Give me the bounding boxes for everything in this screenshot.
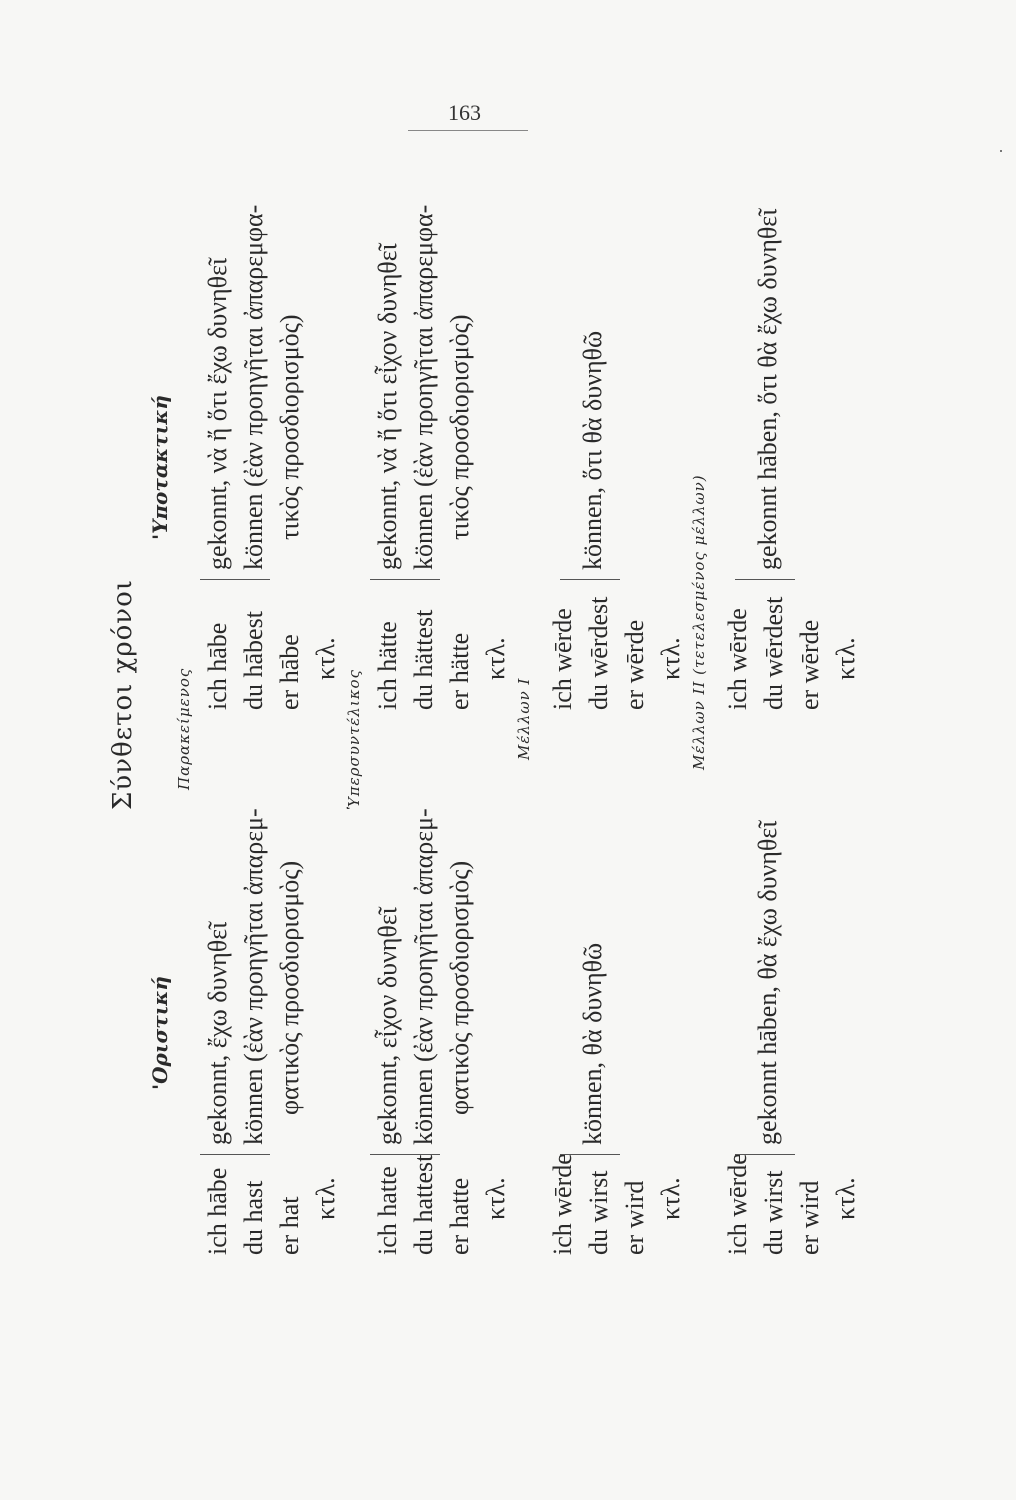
section-2-left-conj-3: er hatte (445, 1177, 474, 1255)
section-3-right-conj-4: κτλ. (656, 637, 685, 680)
section-1-left-conj-3: er hat (275, 1196, 304, 1255)
section-3-left-conj-3: er wird (620, 1180, 649, 1255)
section-1-right-conj-3: er hābe (275, 634, 304, 710)
section-2-right-trans-2: können (ἐὰν προηγῆται ἀπαρεμφα- (409, 204, 438, 570)
section-2-left-trans-1: gekonnt, εἶχον δυνηθεῖ (373, 907, 402, 1145)
section-4-left-conj-3: er wird (795, 1180, 824, 1255)
section-2-right-conj-3: er hätte (445, 632, 474, 710)
section-1-left-conj-1: ich hābe (203, 1167, 232, 1255)
header-subjunctive: 'Υποτακτική (148, 395, 172, 540)
section-4-right-conj-3: er wērde (795, 619, 824, 710)
section-1-left-conj-4: κτλ. (311, 1177, 340, 1220)
section-4-left-conj-2: du wirst (759, 1170, 788, 1255)
section-3-right-trans-1: können, ὅτι θὰ δυνηθῶ (578, 330, 607, 570)
section-1-left-trans-2: können (ἐὰν προηγῆται ἀπαρεμ- (239, 808, 268, 1145)
section-3-right-conj-3: er wērde (620, 619, 649, 710)
section-2-right-conj-1: ich hätte (373, 621, 402, 710)
page-number: 163 (448, 100, 481, 125)
section-2-right-brace (370, 579, 440, 580)
section-2-left-brace (370, 1154, 440, 1155)
section-1-left-trans-3: φατικὸς προσδιορισμὸς) (275, 860, 304, 1115)
section-1-left-conj-2: du hast (239, 1180, 268, 1255)
section-title-future-1: Μέλλων I (515, 677, 533, 760)
section-4-right-conj-2: du wērdest (759, 596, 788, 710)
section-1-right-conj-2: du hābest (239, 611, 268, 710)
section-3-right-brace (560, 579, 620, 580)
section-4-right-brace (735, 579, 795, 580)
section-4-left-trans-1: gekonnt hāben, θὰ ἔχω δυνηθεῖ (753, 820, 782, 1145)
section-3-right-conj-1: ich wērde (548, 608, 577, 710)
section-2-left-conj-4: κτλ. (481, 1177, 510, 1220)
section-2-right-trans-1: gekonnt, νὰ ἤ ὅτι εἶχον δυνηθεῖ (373, 243, 402, 570)
section-4-left-brace (735, 1154, 795, 1155)
section-2-left-trans-2: können (ἐὰν προηγῆται ἀπαρεμ- (409, 808, 438, 1145)
section-1-right-trans-1: gekonnt, νὰ ἤ ὅτι ἔχω δυνηθεῖ (203, 257, 232, 570)
section-2-left-conj-1: ich hatte (373, 1166, 402, 1255)
section-3-left-brace (560, 1154, 620, 1155)
section-4-right-conj-4: κτλ. (831, 637, 860, 680)
section-2-right-trans-3: τικὸς προσδιορισμὸς) (445, 314, 474, 540)
section-2-right-conj-4: κτλ. (481, 637, 510, 680)
section-4-right-trans-1: gekonnt hāben, ὅτι θὰ ἔχω δυνηθεῖ (753, 208, 782, 570)
section-1-right-conj-4: κτλ. (311, 637, 340, 680)
table-title: Σύνθετοι χρόνοι (108, 579, 138, 810)
header-indicative: 'Οριστική (148, 976, 172, 1090)
section-4-right-conj-1: ich wērde (723, 608, 752, 710)
section-1-right-conj-1: ich hābe (203, 622, 232, 710)
section-1-right-trans-3: τικὸς προσδιορισμὸς) (275, 314, 304, 540)
section-1-right-trans-2: können (ἐὰν προηγῆται ἀπαρεμφα- (239, 204, 268, 570)
section-3-left-conj-1: ich wērde (548, 1153, 577, 1255)
section-3-right-conj-2: du wērdest (584, 596, 613, 710)
section-title-future-2: Μέλλων II (τετελεσμένος μέλλων) (690, 474, 708, 770)
section-title-perfect: Παρακείμενος (175, 667, 193, 790)
section-3-left-conj-4: κτλ. (656, 1177, 685, 1220)
section-2-right-conj-2: du hättest (409, 609, 438, 710)
section-3-left-trans-1: können, θὰ δυνηθῶ (578, 942, 607, 1145)
rotated-table (90, 80, 990, 1330)
section-3-left-conj-2: du wirst (584, 1170, 613, 1255)
section-1-right-brace (200, 579, 270, 580)
section-4-left-conj-1: ich wērde (723, 1153, 752, 1255)
margin-speck (1000, 150, 1002, 152)
section-1-left-brace (200, 1154, 270, 1155)
section-2-left-trans-3: φατικὸς προσδιορισμὸς) (445, 860, 474, 1115)
section-1-left-trans-1: gekonnt, ἔχω δυνηθεῖ (203, 921, 232, 1145)
section-2-left-conj-2: du hattest (409, 1154, 438, 1255)
section-title-pluperfect: Ὑπερσυντέλικος (345, 669, 363, 810)
section-4-left-conj-4: κτλ. (831, 1177, 860, 1220)
